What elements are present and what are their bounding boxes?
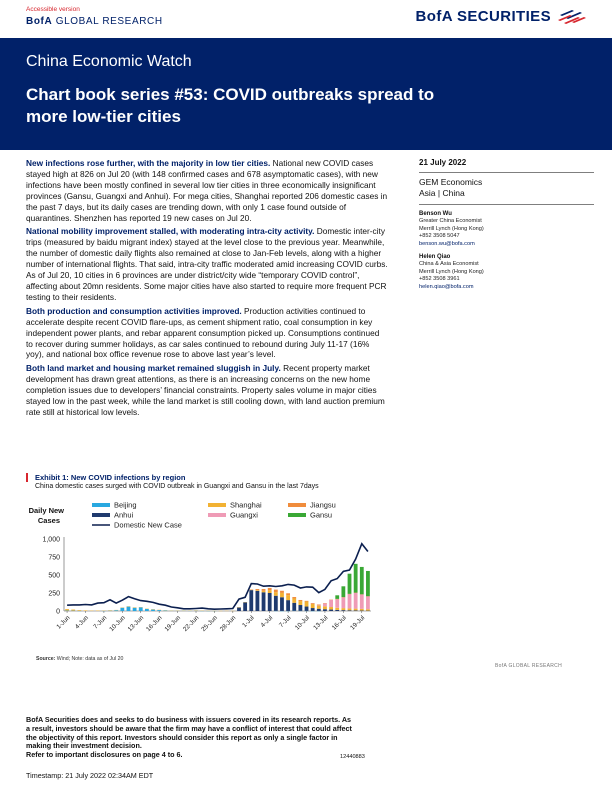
bar-segment-guangxi <box>348 594 352 608</box>
bar-segment-shanghai <box>354 609 358 611</box>
bar-segment-shanghai <box>341 608 345 610</box>
bar-segment-guangxi <box>366 596 370 609</box>
bar-segment-anhui <box>243 602 247 611</box>
paragraph: New infections rose further, with the majority in low tier cities. National new COVID cases stayed high at 826 on Jul 20 (with 148 confirmed cases and 678 asymptomatic cases), with new infections have been mostly confined in several low tier cities in three economically insignificant provinces (Gansu, Guangxi and Anhui). For mega cities, Shanghai reported 206 domestic cases in the past 7 days, but its daily cases are trending down, with only 1 case found outside of quarantines. Shenzhen has reported 19 new cases on Jul 20. <box>26 158 388 223</box>
bar-segment-shanghai <box>323 606 327 609</box>
bar-segment-jiangsu <box>268 588 272 590</box>
bar-segment-beijing <box>114 610 118 611</box>
covid-cases-chart <box>26 497 386 645</box>
x-tick-label: 7-Jul <box>277 614 293 630</box>
analyst-title: Greater China Economist <box>419 218 482 225</box>
legend-swatch-guangxi <box>208 513 226 517</box>
x-tick-label: 13-Jun <box>126 614 146 634</box>
bar-segment-beijing <box>120 608 124 611</box>
x-tick-label: 1-Jul <box>241 614 256 630</box>
bar-segment-shanghai <box>65 609 69 610</box>
bar-segment-guangxi <box>354 593 358 609</box>
x-tick-label: 10-Jul <box>293 614 311 632</box>
timestamp: Timestamp: 21 July 2022 02:34AM EDT <box>26 771 154 780</box>
bar-segment-shanghai <box>311 604 315 608</box>
bar-segment-shanghai <box>360 609 364 611</box>
bar-segment-anhui <box>335 610 339 611</box>
legend-label-gansu: Gansu <box>310 510 333 520</box>
bar-segment-shanghai <box>77 610 81 611</box>
bar-segment-anhui <box>311 608 315 611</box>
exhibit-subtitle: China domestic cases surged with COVID outbreak in Guangxi and Gansu in the last 7days <box>35 483 319 490</box>
bar-segment-shanghai <box>274 592 278 596</box>
legend-swatch-shanghai <box>208 503 226 507</box>
x-tick-label: 4-Jun <box>73 614 90 631</box>
report-title: Chart book series #53: COVID outbreaks spread to more low-tier cities <box>26 85 435 126</box>
bar-segment-guangxi <box>317 605 321 606</box>
legend-label-guangxi: Guangxi <box>230 510 258 520</box>
legend-label-beijing: Beijing <box>114 500 137 510</box>
bar-segment-gansu <box>348 574 352 594</box>
x-tick-label: 4-Jul <box>259 614 275 630</box>
bar-segment-gansu <box>335 595 339 599</box>
bar-segment-beijing <box>127 607 131 611</box>
x-tick-label: 13-Jul <box>312 614 330 632</box>
bar-segment-shanghai <box>366 609 370 610</box>
bar-segment-anhui <box>249 590 253 611</box>
bar-segment-guangxi <box>341 597 345 608</box>
bar-segment-anhui <box>298 605 302 611</box>
x-tick-label: 25-Jun <box>200 614 219 634</box>
x-tick-label: 28-Jun <box>218 614 238 634</box>
bar-segment-guangxi <box>323 603 327 606</box>
x-tick-label: 22-Jun <box>181 614 201 634</box>
divider <box>419 204 594 205</box>
disclaimer: BofA Securities does and seeks to do business with issuers covered in its research reports. As a result, investors should be aware that the firm may have a conflict of interest that could affect the objectivity of this report. Investors should consider this report as only a single factor in making their investment decision. Refer to important disclosures on page 4 to 6. <box>26 716 356 760</box>
analyst-phone: +852 3508 3961 <box>419 276 460 283</box>
bar-segment-shanghai <box>348 608 352 610</box>
document-id: 12440883 <box>340 754 365 760</box>
paragraph: Both production and consumption activities improved. Production activities continued to accelerate despite recent COVID flare-ups, as cement shipment ratio, coal consumption in key independent power plants, and rebar apparent consumption picked up. Consumptions continued to recover during summer holidays, as car sales continued to rebound during July 11-17 (16% yoy), and national box office revenue rose to above last year’s level. <box>26 305 380 360</box>
bar-segment-shanghai <box>262 591 266 592</box>
bar-segment-anhui <box>323 609 327 611</box>
bar-segment-anhui <box>305 607 309 611</box>
analyst-firm: Merrill Lynch (Hong Kong) <box>419 268 484 275</box>
x-tick-label: 19-Jul <box>349 614 367 632</box>
bar-segment-shanghai <box>329 607 333 610</box>
bar-segment-shanghai <box>280 593 284 597</box>
bar-segment-jiangsu <box>292 597 296 598</box>
exhibit-title: Exhibit 1: New COVID infections by region <box>26 473 562 482</box>
bar-segment-gansu <box>366 571 370 596</box>
bofa-securities-logo: BofA SECURITIES <box>416 8 586 25</box>
region: Asia | China <box>419 188 465 198</box>
bar-segment-anhui <box>341 610 345 611</box>
x-tick-label: 7-Jun <box>92 614 109 631</box>
bar-segment-jiangsu <box>305 601 309 602</box>
bar-segment-anhui <box>286 600 290 611</box>
legend-swatch-gansu <box>288 513 306 517</box>
title-banner <box>0 38 612 150</box>
analyst-email[interactable]: benson.wu@bofa.com <box>419 240 475 247</box>
bar-segment-anhui <box>237 607 241 611</box>
bar-segment-gansu <box>354 564 358 593</box>
paragraph: Both land market and housing market remained sluggish in July. Recent property market development has drawn great attentions, as there is an increasing concerns on the new home completion issues due to developers’ financial constraints. Property sales volume in major cities stayed low in the past week, while the land market is still cooling down, with land auction premium rate still at historical low levels. <box>26 363 385 417</box>
flag-logo-icon <box>556 9 586 25</box>
divider <box>419 172 594 173</box>
legend-swatch-jiangsu <box>288 503 306 507</box>
x-tick-label: 19-Jun <box>163 614 183 634</box>
bar-segment-gansu <box>360 567 364 594</box>
paragraph: National mobility improvement stalled, with moderating intra-city activity. Domestic inter-city trips (measured by baidu migrant index) stayed at the level close to the previous year. Meanwhile, the number of domestic daily flights also remained at close to Jan-Feb levels, along with a higher number of international flights. That said, intra-city traffic moderated amid increasing COVID curbs. As of Jul 20, 10 cities in 6 provinces are under district/city wide “temporary COVID control”, affecting about 20mn residents. Some major cities have also started to require more frequent PCR testing to their residents. <box>26 226 388 302</box>
bar-segment-anhui <box>317 609 321 611</box>
x-tick-label: 16-Jul <box>330 614 348 632</box>
bar-segment-guangxi <box>335 599 339 608</box>
y-tick-label: 250 <box>48 590 60 598</box>
sidebar <box>419 158 594 291</box>
y-tick-label: 1,000 <box>42 536 60 544</box>
chart-credit: BofA GLOBAL RESEARCH <box>495 663 562 669</box>
legend-label-shanghai: Shanghai <box>230 500 262 510</box>
bar-segment-beijing <box>145 609 149 611</box>
disclosures-note: Refer to important disclosures on page 4 to 6. <box>26 750 183 760</box>
bar-segment-anhui <box>256 591 260 611</box>
body-text <box>26 158 388 421</box>
bar-segment-beijing <box>157 610 161 611</box>
analyst-email[interactable]: helen.qiao@bofa.com <box>419 283 474 290</box>
bar-segment-beijing <box>133 608 137 611</box>
bar-segment-jiangsu <box>280 591 284 593</box>
y-axis-label: Daily New <box>28 506 64 515</box>
bar-segment-guangxi <box>329 600 333 607</box>
bar-segment-shanghai <box>292 598 296 602</box>
legend-swatch-beijing <box>92 503 110 507</box>
chart-container <box>26 497 386 645</box>
bar-segment-anhui <box>280 597 284 611</box>
bar-segment-shanghai <box>256 590 260 591</box>
x-tick-label: 10-Jun <box>108 614 127 634</box>
analyst-card <box>419 254 594 291</box>
department: GEM Economics <box>419 177 483 187</box>
analyst-name: Helen Qiao <box>419 254 451 261</box>
series-name: China Economic Watch <box>26 53 192 70</box>
report-date: 21 July 2022 <box>419 158 467 167</box>
bar-segment-shanghai <box>268 590 272 593</box>
bar-segment-shanghai <box>317 606 321 609</box>
exhibit-1 <box>26 473 562 669</box>
legend-label-anhui: Anhui <box>114 510 134 520</box>
bar-segment-gansu <box>341 586 345 597</box>
bar-segment-anhui <box>292 603 296 611</box>
bar-segment-jiangsu <box>286 593 290 595</box>
bar-segment-anhui <box>262 592 266 611</box>
bar-segment-shanghai <box>71 610 75 611</box>
bar-segment-anhui <box>274 596 278 611</box>
y-tick-label: 0 <box>56 608 60 616</box>
legend-label-jiangsu: Jiangsu <box>310 500 336 510</box>
y-axis-label: Cases <box>37 516 60 525</box>
analyst-firm: Merrill Lynch (Hong Kong) <box>419 225 484 232</box>
x-tick-label: 1-Jun <box>55 614 72 631</box>
bar-segment-beijing <box>151 610 155 611</box>
bar-segment-anhui <box>329 610 333 611</box>
y-tick-label: 750 <box>48 554 60 562</box>
bar-segment-shanghai <box>298 601 302 605</box>
analyst-card <box>419 211 594 248</box>
domestic-new-case-line <box>67 544 368 610</box>
y-tick-label: 500 <box>48 572 60 580</box>
bar-segment-jiangsu <box>311 603 315 604</box>
bar-segment-shanghai <box>286 595 290 600</box>
chart-source: Source: Wind; Note: data as of Jul 20 <box>36 656 124 662</box>
analyst-title: China & Asia Economist <box>419 261 479 268</box>
bar-segment-shanghai <box>84 610 88 611</box>
bar-segment-jiangsu <box>262 589 266 591</box>
bar-segment-jiangsu <box>298 600 302 601</box>
bar-segment-guangxi <box>360 594 364 608</box>
bar-segment-jiangsu <box>274 590 278 593</box>
legend-label-domestic-new-case: Domestic New Case <box>114 520 182 530</box>
analyst-phone: +852 3508 5047 <box>419 233 460 240</box>
bofa-global-research-logo: BofA GLOBAL RESEARCH <box>26 16 163 27</box>
bar-segment-shanghai <box>335 608 339 610</box>
bar-segment-jiangsu <box>256 589 260 590</box>
bar-segment-beijing <box>139 607 143 611</box>
bar-segment-anhui <box>348 610 352 611</box>
accessible-version-link[interactable]: Accessible version <box>26 6 80 13</box>
bar-segment-anhui <box>354 610 358 611</box>
bar-segment-anhui <box>268 593 272 611</box>
bar-segment-shanghai <box>305 602 309 607</box>
x-tick-label: 16-Jun <box>145 614 164 634</box>
analyst-name: Benson Wu <box>419 211 452 217</box>
legend-swatch-anhui <box>92 513 110 517</box>
